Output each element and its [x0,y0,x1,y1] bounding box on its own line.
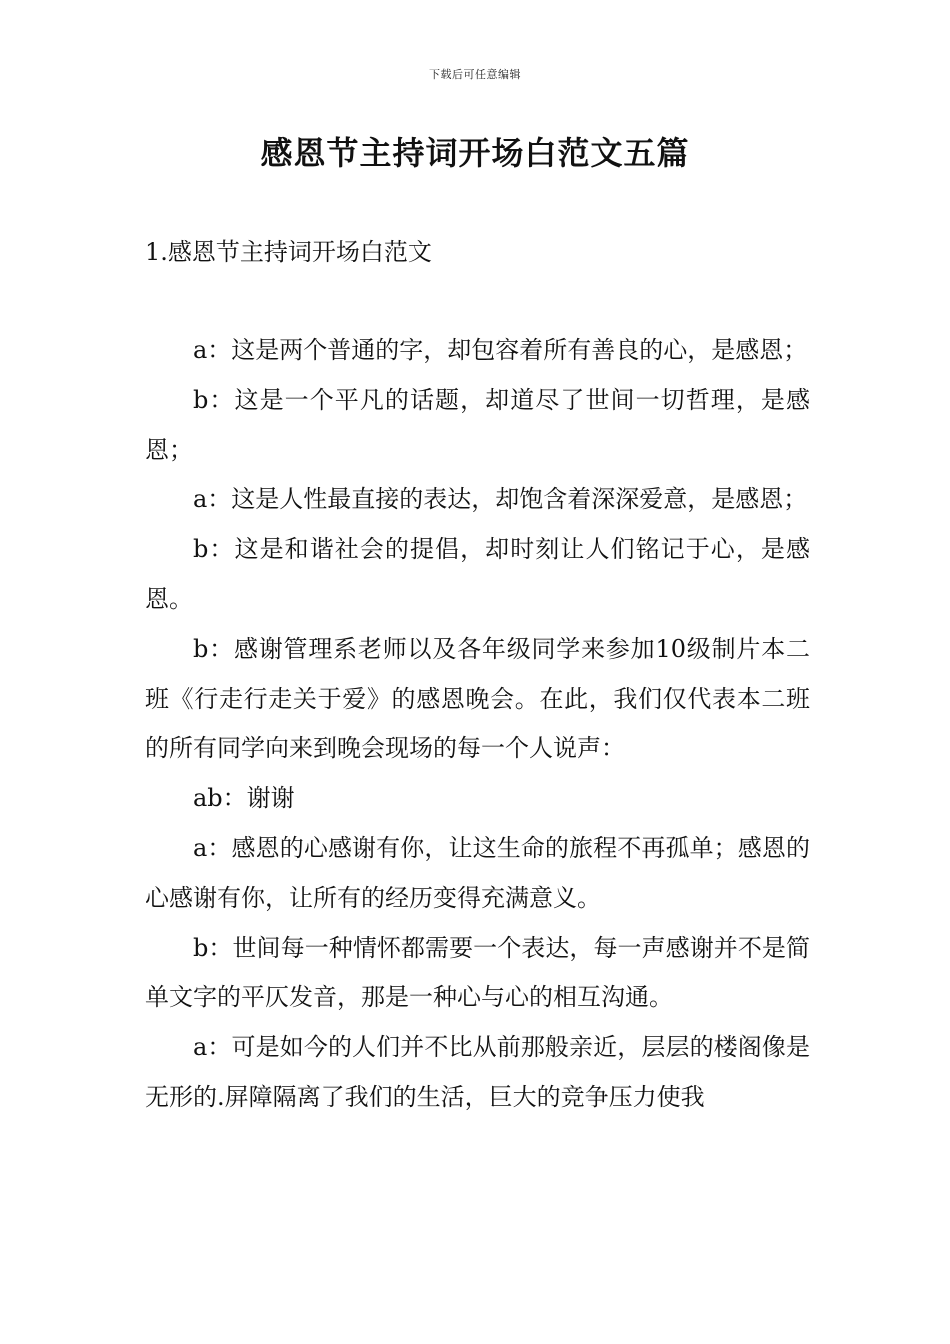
paragraph: b：这是和谐社会的提倡，却时刻让人们铭记于心，是感恩。 [145,535,810,613]
paragraph: b：这是一个平凡的话题，却道尽了世间一切哲理，是感恩； [145,385,810,464]
paragraph: a：感恩的心感谢有你，让这生命的旅程不再孤单；感恩的心感谢有你，让所有的经历变得充满意义。 [145,833,810,912]
paragraph: ab：谢谢 [193,784,295,813]
paragraph: b：世间每一种情怀都需要一个表达，每一声感谢并不是简单文字的平仄发音，那是一种心与心的相互沟通。 [145,933,810,1012]
paragraph: a：这是人性最直接的表达，却饱含着深深爱意，是感恩； [193,485,808,514]
header-note: 下载后可任意编辑 [429,68,521,81]
paragraph: b：感谢管理系老师以及各年级同学来参加10级制片本二班《行走行走关于爱》的感恩晚会。在此，我们仅代表本二班的所有同学向来到晚会现场的每一个人说声： [145,634,810,763]
paragraph: a：可是如今的人们并不比从前那般亲近，层层的楼阁像是无形的.屏障隔离了我们的生活，巨大的竞争压力使我 [145,1033,810,1111]
section-heading: 1.感恩节主持词开场白范文 [145,238,432,266]
document-title: 感恩节主持词开场白范文五篇 [260,134,690,172]
paragraph: a：这是两个普通的字，却包容着所有善良的心，是感恩； [193,336,808,364]
document-body [145,326,810,1123]
